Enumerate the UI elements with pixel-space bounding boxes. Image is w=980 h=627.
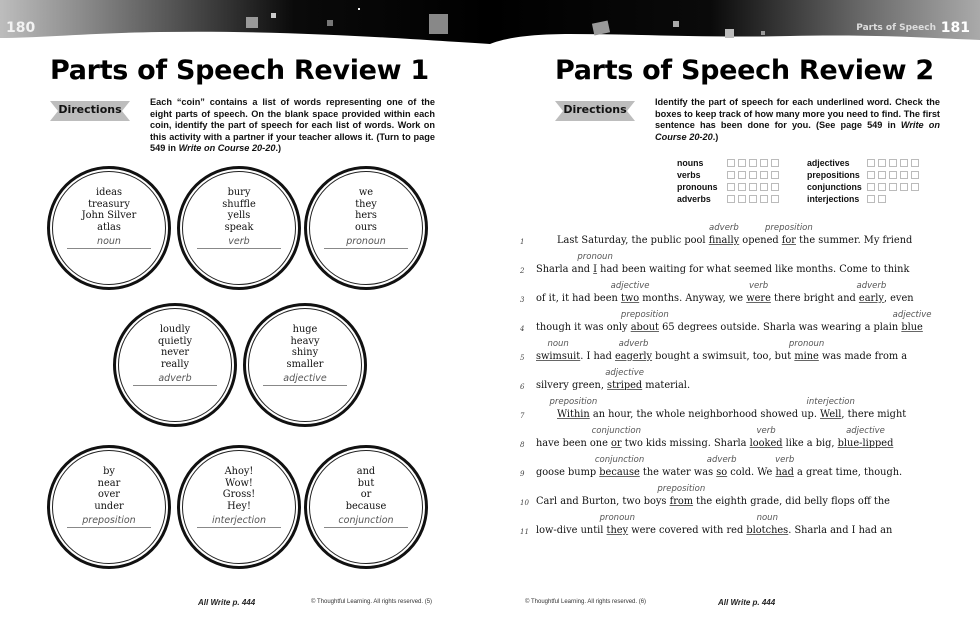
coin-word: Gross! bbox=[222, 489, 256, 501]
coin-word-list bbox=[50, 187, 168, 233]
header-band bbox=[490, 0, 980, 44]
tally-checkbox[interactable] bbox=[727, 183, 735, 191]
coin-word: or bbox=[360, 489, 372, 501]
coin-word: ours bbox=[355, 221, 377, 233]
part-of-speech-answer[interactable]: verb bbox=[775, 455, 795, 465]
coin-word-list bbox=[180, 187, 298, 233]
tally-checkbox[interactable] bbox=[900, 171, 908, 179]
header-band bbox=[0, 0, 490, 44]
directions-label: Directions bbox=[563, 103, 627, 116]
footer-copyright: © Thoughtful Learning. All rights reserved. (6) bbox=[525, 599, 647, 605]
sentence-line bbox=[520, 339, 960, 373]
part-of-speech-answer[interactable]: preposition bbox=[764, 223, 813, 233]
sentence-line bbox=[520, 397, 960, 431]
coin-word: hers bbox=[355, 210, 377, 222]
underlined-word: because conjunction bbox=[594, 455, 645, 478]
tally-right bbox=[807, 157, 919, 205]
tally-row bbox=[807, 169, 919, 181]
coin-word: quietly bbox=[157, 335, 193, 347]
section-name: Parts of Speech bbox=[856, 23, 936, 33]
tally-checkbox[interactable] bbox=[878, 171, 886, 179]
tally-checkbox[interactable] bbox=[771, 159, 779, 167]
tally-checkbox[interactable] bbox=[911, 171, 919, 179]
coin-word: really bbox=[160, 358, 190, 370]
footer-book-ref: All Write p. 444 bbox=[718, 598, 776, 607]
coin-answer-field[interactable]: adjective bbox=[263, 373, 347, 386]
underlined-word: blue adjective bbox=[892, 310, 932, 333]
tally-checkbox[interactable] bbox=[760, 171, 768, 179]
page-number: 181 bbox=[940, 20, 970, 36]
coin-word: John Silver bbox=[81, 210, 137, 222]
tally-checkbox[interactable] bbox=[911, 183, 919, 191]
tally-checkbox[interactable] bbox=[749, 183, 757, 191]
sentence-line bbox=[520, 455, 960, 489]
coin-word: bury bbox=[227, 187, 251, 198]
underlined-word: from preposition bbox=[657, 484, 706, 507]
coin bbox=[113, 303, 237, 427]
tally-row bbox=[677, 193, 779, 205]
coin-word: never bbox=[160, 347, 190, 359]
coin-word: by bbox=[103, 466, 115, 477]
sentence-text: have been one or conjunction two kids missing. Sharla looked verb like a big, blue-lipped adjective bbox=[536, 426, 894, 449]
part-of-speech-answer[interactable]: pronoun bbox=[599, 513, 636, 523]
page-title: Parts of Speech Review 1 bbox=[50, 55, 429, 86]
underlined-word: mine pronoun bbox=[788, 339, 825, 362]
coin-word: near bbox=[97, 477, 121, 489]
underlined-word: swimsuit noun bbox=[536, 339, 581, 362]
part-of-speech-answer[interactable]: pronoun bbox=[788, 339, 825, 349]
underlined-word: so adverb bbox=[706, 455, 737, 478]
part-of-speech-answer[interactable]: adjective bbox=[892, 310, 932, 320]
sentence-line bbox=[520, 484, 960, 518]
underlined-word: were verb bbox=[746, 281, 771, 304]
sentence-line bbox=[520, 252, 960, 286]
underlined-word: blue-lipped adjective bbox=[837, 426, 894, 449]
coin-word-list bbox=[116, 324, 234, 370]
sentence-text: low-dive until they pronoun were covered with red blotches noun . Sharla and I had an bbox=[536, 513, 893, 536]
tally-checkbox[interactable] bbox=[738, 195, 746, 203]
right-page bbox=[490, 0, 980, 627]
coin-word: shiny bbox=[291, 347, 319, 359]
underlined-word: striped adjective bbox=[605, 368, 645, 391]
sentence-text: Sharla and I pronoun had been waiting for what seemed like months. Come to think bbox=[536, 252, 910, 275]
tally-label: conjunctions bbox=[807, 182, 862, 192]
tally-checkbox[interactable] bbox=[900, 183, 908, 191]
tally-checkbox[interactable] bbox=[911, 159, 919, 167]
tally-checkbox[interactable] bbox=[867, 159, 875, 167]
line-number: 3 bbox=[520, 296, 525, 304]
part-of-speech-answer[interactable]: adverb bbox=[706, 455, 737, 465]
underlined-word: two adjective bbox=[610, 281, 650, 304]
coin bbox=[47, 445, 171, 569]
underlined-word: had verb bbox=[775, 455, 795, 478]
underlined-word: looked verb bbox=[749, 426, 783, 449]
part-of-speech-answer[interactable]: noun bbox=[547, 339, 569, 349]
underlined-word: they pronoun bbox=[599, 513, 636, 536]
coin-word: speak bbox=[224, 221, 254, 233]
line-number: 5 bbox=[520, 354, 525, 362]
tally-left bbox=[677, 157, 779, 205]
coin-word: under bbox=[94, 500, 124, 512]
underlined-word: Within preposition bbox=[549, 397, 598, 420]
tally-checkbox[interactable] bbox=[738, 183, 746, 191]
page-number: 180 bbox=[6, 20, 36, 36]
tally-checkbox[interactable] bbox=[771, 171, 779, 179]
tally-checkbox[interactable] bbox=[760, 183, 768, 191]
coin bbox=[177, 445, 301, 569]
line-number: 7 bbox=[520, 412, 525, 420]
coin-answer-field[interactable]: adverb bbox=[133, 373, 217, 386]
coin-word-list bbox=[246, 324, 364, 370]
tally-checkbox[interactable] bbox=[749, 171, 757, 179]
sentence-text: of it, it had been two adjective months. Anyway, we were verb there bright and early adverb , even bbox=[536, 281, 914, 304]
tally-checkbox[interactable] bbox=[771, 183, 779, 191]
underlined-word: finally adverb bbox=[708, 223, 740, 246]
tally-row bbox=[677, 169, 779, 181]
tally-row bbox=[677, 157, 779, 169]
line-number: 11 bbox=[520, 528, 529, 536]
coin-answer-field[interactable]: conjunction bbox=[324, 515, 408, 528]
tally-checkbox[interactable] bbox=[727, 195, 735, 203]
part-of-speech-answer[interactable]: adverb bbox=[856, 281, 887, 291]
tally-checkbox[interactable] bbox=[727, 171, 735, 179]
tally-checkbox[interactable] bbox=[889, 171, 897, 179]
sentence-text: swimsuit noun . I had eagerly adverb bought a swimsuit, too, but mine pronoun was made from a bbox=[536, 339, 908, 362]
tally-checkbox[interactable] bbox=[900, 159, 908, 167]
tally-row bbox=[807, 157, 919, 169]
tally-checkbox[interactable] bbox=[867, 183, 875, 191]
part-of-speech-answer[interactable]: preposition bbox=[549, 397, 598, 407]
coin bbox=[304, 166, 428, 290]
tally-checkbox[interactable] bbox=[878, 183, 886, 191]
tally-checkbox[interactable] bbox=[727, 159, 735, 167]
line-number: 1 bbox=[520, 238, 525, 246]
tally-label: adjectives bbox=[807, 158, 850, 168]
tally-row bbox=[677, 181, 779, 193]
sentence-text: though it was only about preposition 65 degrees outside. Sharla was wearing a plain blue adjective bbox=[536, 310, 932, 333]
coin-word: Wow! bbox=[225, 477, 253, 489]
footer-book-ref: All Write p. 444 bbox=[198, 598, 256, 607]
coin-word: they bbox=[355, 198, 377, 210]
underlined-word: about preposition bbox=[620, 310, 669, 333]
coin-answer-field[interactable]: verb bbox=[197, 236, 281, 249]
tally-checkbox[interactable] bbox=[760, 195, 768, 203]
underlined-word: eagerly adverb bbox=[615, 339, 653, 362]
tally-checkbox[interactable] bbox=[867, 195, 875, 203]
tally-row bbox=[807, 193, 919, 205]
part-of-speech-answer[interactable]: adjective bbox=[846, 426, 885, 436]
sentence-line bbox=[520, 426, 960, 460]
coin bbox=[177, 166, 301, 290]
directions-text: Each “coin” contains a list of words representing one of the eight parts of speech. On the blank space provided within each coin, identify the part of speech for each list of words. Work on this activity with a partner if your teacher allows it. (Turn to page 549 in Write on Course 20-20.) bbox=[150, 97, 435, 153]
sentence-line bbox=[520, 310, 960, 344]
underlined-word: blotches noun bbox=[746, 513, 789, 536]
tally-label: nouns bbox=[677, 158, 704, 168]
part-of-speech-answer[interactable]: interjection bbox=[806, 397, 855, 407]
coin-word: shuffle bbox=[222, 198, 256, 210]
coin-word: ideas bbox=[95, 187, 123, 198]
underlined-word: or conjunction bbox=[591, 426, 641, 449]
coin-answer-field[interactable]: preposition bbox=[67, 515, 151, 528]
coin-word-list bbox=[307, 466, 425, 512]
sentence-text: Carl and Burton, two boys from preposition the eighth grade, did belly flops off the bbox=[536, 484, 890, 507]
tally-label: pronouns bbox=[677, 182, 718, 192]
directions-tag bbox=[555, 99, 635, 123]
line-number: 4 bbox=[520, 325, 525, 333]
coin-word: loudly bbox=[159, 324, 191, 335]
page-title: Parts of Speech Review 2 bbox=[555, 55, 934, 86]
coin bbox=[304, 445, 428, 569]
line-number: 2 bbox=[520, 267, 525, 275]
tally-checkbox[interactable] bbox=[771, 195, 779, 203]
tally-checkbox[interactable] bbox=[878, 159, 886, 167]
coin-answer-field[interactable]: interjection bbox=[197, 515, 281, 528]
tally-checkbox[interactable] bbox=[738, 159, 746, 167]
directions-tag bbox=[50, 99, 130, 123]
part-of-speech-answer[interactable]: pronoun bbox=[577, 252, 613, 262]
tally-label: prepositions bbox=[807, 170, 860, 180]
underlined-word: early adverb bbox=[856, 281, 887, 304]
tally-checkbox[interactable] bbox=[760, 159, 768, 167]
part-of-speech-answer[interactable]: verb bbox=[756, 426, 776, 436]
tally-row bbox=[807, 181, 919, 193]
line-number: 6 bbox=[520, 383, 525, 391]
sentence-text: goose bump because conjunction the water was so adverb cold. We had verb a great time, though. bbox=[536, 455, 903, 478]
tally-checkbox[interactable] bbox=[749, 159, 757, 167]
coin-word: huge bbox=[292, 324, 318, 335]
coin-word: over bbox=[98, 489, 120, 501]
directions-text: Identify the part of speech for each underlined word. Check the boxes to keep track of how many more you need to find. The first sentence has been done for you. (See page 549 in Write on Course 20-20.) bbox=[655, 97, 940, 142]
underlined-word: Well interjection bbox=[806, 397, 855, 420]
underlined-word: for preposition bbox=[764, 223, 813, 246]
line-number: 8 bbox=[520, 441, 525, 449]
footer-copyright: © Thoughtful Learning. All rights reserved. (5) bbox=[311, 599, 433, 605]
coin-answer-field[interactable]: pronoun bbox=[324, 236, 408, 249]
coin-word-list bbox=[180, 466, 298, 512]
coin-word: heavy bbox=[290, 335, 320, 347]
directions-label: Directions bbox=[58, 103, 122, 116]
coin-word: and bbox=[356, 466, 376, 477]
part-of-speech-answer[interactable]: preposition bbox=[657, 484, 706, 494]
coin-word: atlas bbox=[97, 221, 121, 233]
tally-label: verbs bbox=[677, 170, 701, 180]
coin bbox=[47, 166, 171, 290]
sentence-lines bbox=[520, 223, 960, 547]
part-of-speech-answer[interactable]: adverb bbox=[709, 223, 739, 233]
coin bbox=[243, 303, 367, 427]
part-of-speech-answer[interactable]: preposition bbox=[620, 310, 669, 320]
coin-answer-field[interactable]: noun bbox=[67, 236, 151, 249]
coin-word: but bbox=[357, 477, 375, 489]
coin-word: treasury bbox=[88, 198, 130, 210]
part-of-speech-answer[interactable]: adjective bbox=[610, 281, 650, 291]
coin-word: yells bbox=[227, 210, 251, 222]
tally-label: adverbs bbox=[677, 194, 711, 204]
coin-word: smaller bbox=[286, 358, 324, 370]
part-of-speech-answer[interactable]: verb bbox=[748, 281, 769, 291]
coin-word: we bbox=[358, 187, 374, 198]
sentence-line bbox=[520, 513, 960, 547]
part-of-speech-answer[interactable]: conjunction bbox=[594, 455, 645, 465]
sentence-text: Last Saturday, the public pool finally adverb opened for preposition the summer. My friend bbox=[557, 223, 913, 246]
tally-checkbox[interactable] bbox=[889, 159, 897, 167]
tally-checkbox[interactable] bbox=[749, 195, 757, 203]
line-number: 9 bbox=[520, 470, 525, 478]
line-number: 10 bbox=[520, 499, 529, 507]
tally-checkbox[interactable] bbox=[867, 171, 875, 179]
tally-label: interjections bbox=[807, 194, 860, 204]
coin-word: because bbox=[345, 500, 387, 512]
coin-word: Hey! bbox=[227, 500, 251, 512]
tally-checkbox[interactable] bbox=[889, 183, 897, 191]
part-of-speech-answer[interactable]: conjunction bbox=[591, 426, 641, 436]
coin-word: Ahoy! bbox=[224, 466, 254, 477]
tally-checkbox[interactable] bbox=[738, 171, 746, 179]
part-of-speech-answer[interactable]: adjective bbox=[605, 368, 645, 378]
coin-word-list bbox=[307, 187, 425, 233]
sentence-text: Within preposition an hour, the whole neighborhood showed up. Well interjection , there might bbox=[549, 397, 907, 420]
underlined-word: I pronoun bbox=[577, 252, 613, 275]
tally-checkbox[interactable] bbox=[878, 195, 886, 203]
part-of-speech-answer[interactable]: adverb bbox=[618, 339, 649, 349]
coin-word-list bbox=[50, 466, 168, 512]
sentence-text: silvery green, striped adjective material. bbox=[536, 368, 691, 391]
part-of-speech-answer[interactable]: noun bbox=[756, 513, 778, 523]
